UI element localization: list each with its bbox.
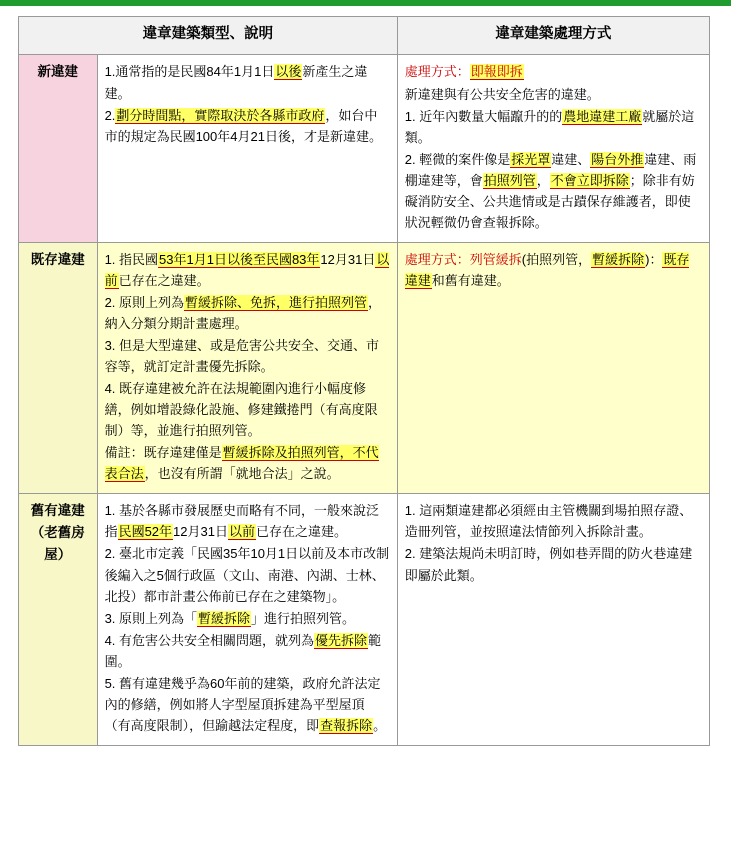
list-item: 備註：既存違建僅是暫緩拆除及拍照列管，不代表合法，也沒有所謂「就地合法」之說。: [104, 445, 379, 482]
table-row: [19, 55, 710, 242]
row-treatment-old: [397, 494, 709, 746]
list-item: 3. 原則上列為「暫緩拆除」進行拍照列管。: [104, 610, 356, 626]
row-label-existing: 既存違建: [19, 242, 98, 494]
table-header-row: [19, 17, 710, 55]
list-item: 1.通常指的是民國84年1月1日以後新產生之違建。: [104, 64, 368, 101]
list-item: 4. 有危害公共安全相關問題，就列為優先拆除範圍。: [104, 632, 382, 669]
row-label-old: 舊有違建（老舊房屋）: [19, 494, 98, 746]
row-treatment-existing: [397, 242, 709, 494]
list-item: 新違建與有公共安全危害的違建。: [404, 86, 600, 102]
row-description-existing: [97, 242, 397, 494]
violation-building-table: [18, 16, 710, 746]
row-treatment-new: [397, 55, 709, 242]
list-item: 1. 基於各縣市發展歷史而略有不同，一般來說泛指民國52年12月31日以前已存在之違建。: [104, 503, 380, 540]
document-page: [0, 6, 731, 746]
table-row: [19, 494, 710, 746]
header-treatment: 違章建築處理方式: [397, 17, 709, 55]
list-item: 2.劃分時間點，實際取決於各縣市政府，如台中市的規定為民國100年4月21日後，才是新違建。: [104, 107, 382, 144]
list-item: 1. 近年內數量大幅躥升的的農地違建工廠就屬於這類。: [404, 108, 695, 145]
row-description-old: [97, 494, 397, 746]
treatment-heading: 處理方式：即報即拆: [404, 64, 523, 80]
list-item: 1. 指民國53年1月1日以後至民國83年12月31日以前已存在之違建。: [104, 251, 390, 288]
list-item: 5. 舊有違建幾乎為60年前的建築，政府允許法定內的修繕，例如將人字型屋頂拆建為平型屋頂（有高度限制），但踰越法定程度，即查報拆除。: [104, 675, 387, 733]
list-item: 2. 輕微的案件像是採光罩違建、陽台外推違建、雨棚違建等，會拍照列管，不會立即拆除；除非有妨礙消防安全、公共進情或是古蹟保存維護者，即使狀況輕微仍會查報拆除。: [404, 151, 697, 230]
header-type-description: 違章建築類型、說明: [19, 17, 398, 55]
table-row: [19, 242, 710, 494]
list-item: 2. 臺北市定義「民國35年10月1日以前及本市改制後編入之5個行政區（文山、南港、內湖、士林、北投）都市計畫公佈前已存在之建築物」。: [104, 546, 390, 604]
list-item: 4. 既存違建被允許在法規範圍內進行小幅度修繕，例如增設綠化設施、修建鐵捲門（有高度限制）等，並進行拍照列管。: [104, 381, 378, 439]
list-item: 3. 但是大型違建、或是危害公共安全、交通、市容等，就訂定計畫優先拆除。: [104, 338, 380, 375]
treatment-heading: 處理方式：列管緩拆(拍照列管，暫緩拆除)：既存違建和舊有違建。: [404, 251, 690, 288]
row-description-new: [97, 55, 397, 242]
list-item: 2. 建築法規尚未明訂時，例如巷弄間的防火巷違建即屬於此類。: [404, 546, 693, 583]
row-label-new: 新違建: [19, 55, 98, 242]
list-item: 2. 原則上列為暫緩拆除、免拆，進行拍照列管，納入分類分期計畫處理。: [104, 294, 382, 331]
list-item: 1. 這兩類違建都必須經由主管機關到場拍照存證、造冊列管，並按照違法情節列入拆除計畫。: [404, 503, 693, 540]
